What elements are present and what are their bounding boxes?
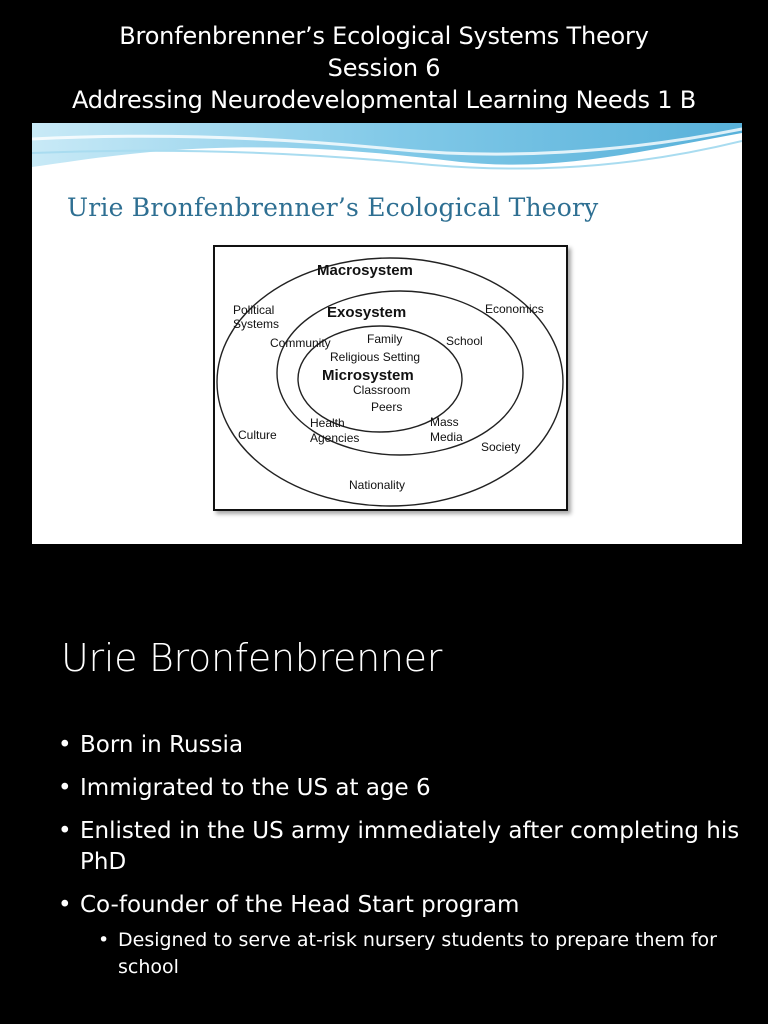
title-line-2: Session 6 (327, 54, 441, 82)
school-label: School (446, 334, 483, 348)
title-line-1: Bronfenbrenner’s Ecological Systems Theory (119, 22, 649, 50)
mass-label: Mass (430, 415, 459, 429)
economics-label: Economics (485, 302, 544, 316)
microsystem-label: Microsystem (322, 367, 414, 384)
media-label: Media (430, 430, 463, 444)
decorative-wave (32, 123, 742, 183)
macrosystem-label: Macrosystem (317, 262, 413, 279)
nationality-label: Nationality (349, 478, 406, 492)
family-label: Family (367, 332, 403, 346)
culture-label: Culture (238, 428, 277, 442)
exosystem-label: Exosystem (327, 304, 407, 321)
bullet-list (58, 730, 748, 981)
society-label: Society (481, 440, 521, 454)
bullet-item: • Enlisted in the US army immediately after completing his PhD (58, 816, 748, 878)
section-heading: Urie Bronfenbrenner (61, 636, 443, 680)
peers-label: Peers (371, 400, 403, 414)
health-label: Health (310, 416, 345, 430)
bullet-item: • Immigrated to the US at age 6 (58, 773, 748, 804)
political-label: Political (233, 303, 275, 317)
systems-label: Systems (233, 317, 280, 331)
classroom-label: Classroom (353, 383, 411, 397)
bullet-item: • Co-founder of the Head Start program (58, 890, 748, 921)
ecological-systems-diagram (213, 245, 568, 511)
slide-title (0, 20, 768, 116)
agencies-label: Agencies (310, 431, 360, 445)
ecological-theory-image (32, 123, 742, 544)
image-heading: Urie Bronfenbrenner’s Ecological Theory (67, 193, 599, 222)
sub-bullet-item: • Designed to serve at-risk nursery students to prepare them for school (98, 927, 748, 981)
bullet-item: • Born in Russia (58, 730, 748, 761)
title-line-3: Addressing Neurodevelopmental Learning Needs 1 B (71, 86, 697, 114)
community-label: Community (270, 336, 331, 350)
religious-setting-label: Religious Setting (330, 350, 421, 364)
